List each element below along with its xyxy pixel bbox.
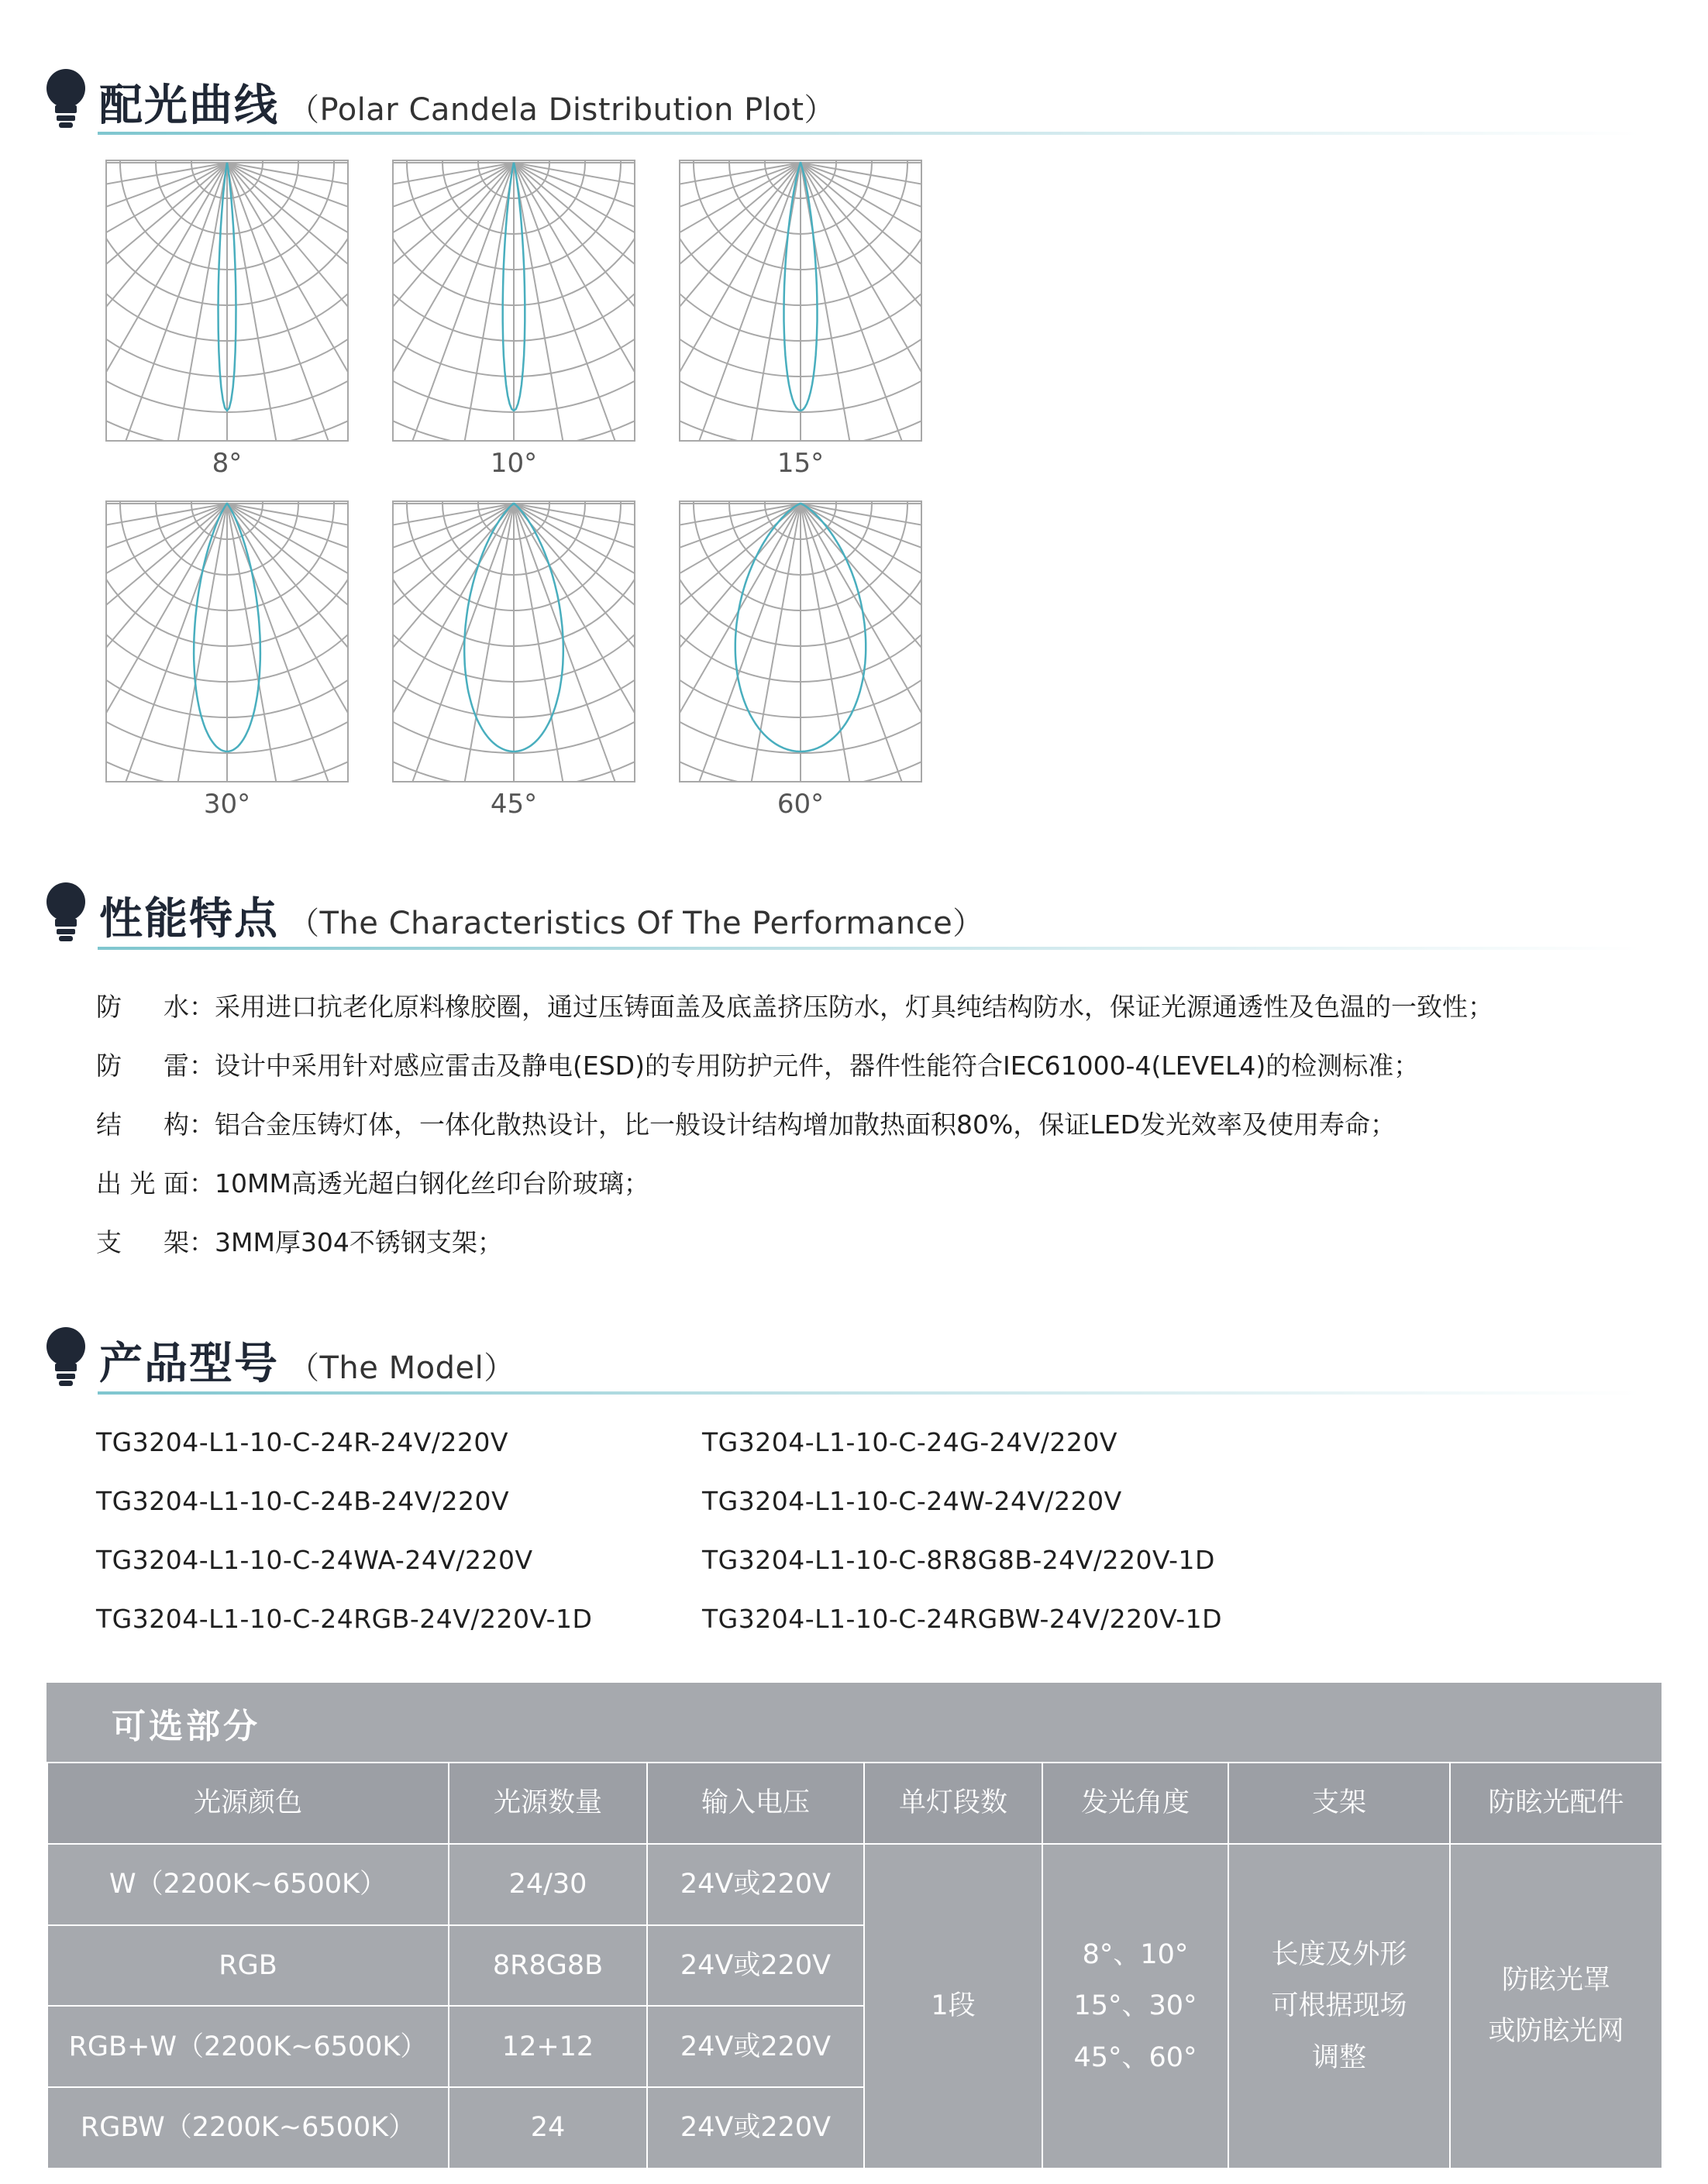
lightbulb-icon	[45, 882, 87, 942]
grid-spoke	[679, 163, 801, 442]
grid-spoke	[105, 163, 227, 442]
grid-lines	[105, 500, 349, 782]
grid-spoke	[801, 504, 922, 782]
model-item: TG3204-L1-10-C-24R-24V/220V	[96, 1427, 508, 1457]
grid-spoke	[801, 163, 922, 442]
options-table	[46, 1762, 1663, 2169]
feature-key: 结构	[96, 1109, 189, 1140]
polar-plot-30	[105, 500, 349, 820]
feature-sep: ：	[189, 1051, 215, 1081]
grid-spoke	[105, 163, 227, 322]
feature-text: 10MM高透光超白钢化丝印台阶玻璃；	[215, 1168, 649, 1199]
section-divider	[98, 947, 1640, 950]
polar-grid	[105, 160, 349, 442]
header-cell: 支架	[1228, 1763, 1450, 1844]
header-cell: 光源数量	[449, 1763, 647, 1844]
grid-spoke	[679, 163, 801, 322]
polar-grid	[105, 500, 349, 782]
cell-color: RGB	[47, 1925, 449, 2007]
model-item: TG3204-L1-10-C-24W-24V/220V	[702, 1486, 1122, 1516]
grid-spoke	[392, 163, 514, 442]
grid-spoke	[227, 163, 349, 322]
grid-spoke	[227, 163, 349, 442]
grid-spoke	[514, 163, 635, 442]
grid-spoke	[801, 163, 922, 442]
grid-spoke	[146, 504, 227, 782]
feature-key: 出光面	[96, 1168, 189, 1199]
grid-spoke	[392, 504, 514, 782]
polar-plot-45	[392, 500, 635, 820]
cell-antiglare	[1450, 1844, 1662, 2169]
grid-spoke	[514, 504, 635, 782]
polar-plot-60	[679, 500, 922, 820]
grid-spoke	[227, 163, 349, 442]
grid-spoke	[227, 504, 349, 736]
feature-structure	[96, 1105, 1396, 1141]
grid-spoke	[514, 163, 635, 395]
grid-spoke	[679, 504, 801, 782]
grid-spoke	[433, 504, 514, 782]
grid-spoke	[679, 504, 801, 782]
header-cell: 单灯段数	[864, 1763, 1042, 1844]
cell-count: 12+12	[449, 2006, 647, 2087]
grid-spoke	[801, 504, 881, 782]
grid-spoke	[392, 163, 514, 442]
antiglare-line: 防眩光罩	[1501, 1964, 1610, 1996]
polar-grid	[392, 500, 635, 782]
grid-spoke	[392, 504, 514, 782]
grid-spoke	[146, 163, 227, 442]
model-item: TG3204-L1-10-C-24G-24V/220V	[702, 1427, 1117, 1457]
cell-voltage: 24V或220V	[647, 1925, 864, 2007]
table-header-row	[47, 1763, 1662, 1844]
cell-angles	[1042, 1844, 1228, 2169]
grid-spoke	[105, 504, 227, 736]
polar-grid	[679, 500, 922, 782]
grid-spoke	[392, 163, 514, 322]
angle-line: 8°、10°	[1082, 1938, 1189, 1970]
grid-spoke	[801, 163, 922, 442]
plot-label: 10°	[490, 448, 538, 479]
angle-line: 15°、30°	[1073, 1990, 1197, 2022]
section-subtitle: （Polar Candela Distribution Plot）	[288, 92, 836, 128]
feature-lens	[96, 1164, 649, 1200]
grid-spoke	[801, 504, 922, 736]
grid-spoke	[514, 163, 635, 442]
plot-label: 8°	[212, 448, 243, 479]
grid-spoke	[679, 504, 801, 782]
header-cell: 防眩光配件	[1450, 1763, 1662, 1844]
grid-spoke	[514, 504, 635, 782]
polar-plot-8	[105, 160, 349, 479]
grid-lines	[679, 500, 922, 782]
cell-color: RGBW（2200K~6500K）	[47, 2087, 449, 2169]
feature-sep: ：	[189, 992, 215, 1022]
feature-key: 防雷	[96, 1051, 189, 1081]
grid-spoke	[801, 163, 922, 322]
cell-color: RGB+W（2200K~6500K）	[47, 2006, 449, 2087]
grid-spoke	[801, 504, 922, 782]
model-item: TG3204-L1-10-C-24RGB-24V/220V-1D	[96, 1604, 593, 1634]
feature-key: 支架	[96, 1227, 189, 1257]
grid-spoke	[514, 504, 594, 782]
grid-spoke	[105, 504, 227, 662]
section-title: 产品型号 （The Model）	[99, 1339, 515, 1389]
grid-spoke	[801, 504, 922, 782]
grid-spoke	[801, 504, 922, 782]
grid-lines	[679, 160, 922, 442]
antiglare-line: 或防眩光网	[1488, 2016, 1624, 2048]
grid-spoke	[514, 163, 635, 442]
cell-bracket	[1228, 1844, 1450, 2169]
grid-spoke	[514, 504, 635, 782]
cell-voltage: 24V或220V	[647, 1844, 864, 1925]
section-title: 性能特点 （The Characteristics Of The Performance）	[99, 894, 984, 944]
model-item: TG3204-L1-10-C-8R8G8B-24V/220V-1D	[702, 1545, 1215, 1575]
feature-text: 采用进口抗老化原料橡胶圈，通过压铸面盖及底盖挤压防水，灯具纯结构防水，保证光源通透性及色温的一致性；	[215, 992, 1493, 1022]
grid-spoke	[679, 163, 801, 442]
grid-spoke	[227, 163, 308, 442]
polar-plot-10	[392, 160, 635, 479]
grid-spoke	[392, 504, 514, 782]
model-item: TG3204-L1-10-C-24RGBW-24V/220V-1D	[702, 1604, 1223, 1634]
feature-text: 设计中采用针对感应雷击及静电(ESD)的专用防护元件，器件性能符合IEC61000-4(LEVEL4)的检测标准；	[215, 1051, 1420, 1081]
plot-label: 30°	[203, 789, 251, 820]
grid-spoke	[392, 163, 514, 442]
cell-count: 8R8G8B	[449, 1925, 647, 2007]
model-item: TG3204-L1-10-C-24B-24V/220V	[96, 1486, 510, 1516]
model-item: TG3204-L1-10-C-24WA-24V/220V	[96, 1545, 533, 1575]
grid-spoke	[392, 504, 514, 736]
feature-waterproof	[96, 987, 1493, 1023]
grid-spoke	[392, 163, 514, 395]
header-cell: 光源颜色	[47, 1763, 449, 1844]
plot-label: 60°	[777, 789, 825, 820]
polar-grid	[392, 160, 635, 442]
grid-spoke	[801, 163, 922, 395]
grid-spoke	[392, 504, 514, 782]
header-cell: 输入电压	[647, 1763, 864, 1844]
feature-sep: ：	[189, 1109, 215, 1140]
cell-count: 24	[449, 2087, 647, 2169]
section-subtitle: （The Characteristics Of The Performance）	[288, 906, 984, 941]
section-title: 配光曲线 （Polar Candela Distribution Plot）	[99, 81, 836, 131]
grid-spoke	[720, 163, 801, 442]
bracket-line: 长度及外形	[1271, 1938, 1407, 1970]
feature-text: 3MM厚304不锈钢支架；	[215, 1227, 503, 1257]
cell-count: 24/30	[449, 1844, 647, 1925]
grid-spoke	[227, 163, 349, 395]
grid-spoke	[679, 504, 801, 782]
grid-spoke	[514, 163, 635, 442]
plot-label: 15°	[777, 448, 825, 479]
grid-spoke	[679, 163, 801, 442]
grid-spoke	[105, 163, 227, 395]
polar-plot-15	[679, 160, 922, 479]
feature-bracket	[96, 1223, 503, 1259]
grid-spoke	[679, 504, 801, 736]
feature-sep: ：	[189, 1227, 215, 1257]
grid-spoke	[801, 163, 881, 442]
grid-spoke	[514, 163, 635, 322]
lightbulb-icon	[45, 68, 87, 129]
feature-sep: ：	[189, 1168, 215, 1199]
section-divider	[98, 132, 1640, 135]
grid-lines	[105, 160, 349, 442]
cell-color: W（2200K~6500K）	[47, 1844, 449, 1925]
polar-grid	[679, 160, 922, 442]
grid-spoke	[227, 504, 349, 662]
cell-voltage: 24V或220V	[647, 2006, 864, 2087]
feature-key: 防水	[96, 992, 189, 1022]
grid-spoke	[720, 504, 801, 782]
cell-segments: 1段	[864, 1844, 1042, 2169]
angle-line: 45°、60°	[1073, 2041, 1197, 2073]
grid-spoke	[227, 163, 349, 442]
plot-label: 45°	[490, 789, 538, 820]
section-divider	[98, 1391, 1640, 1395]
bracket-line: 可根据现场	[1271, 1990, 1407, 2022]
grid-spoke	[514, 504, 635, 782]
feature-lightning	[96, 1046, 1419, 1082]
bracket-line: 调整	[1311, 2041, 1366, 2073]
grid-lines	[392, 160, 635, 442]
grid-spoke	[392, 163, 514, 442]
grid-spoke	[801, 163, 922, 442]
grid-spoke	[433, 163, 514, 442]
options-title: 可选部分	[112, 1707, 260, 1746]
grid-spoke	[514, 504, 635, 736]
grid-spoke	[227, 504, 308, 782]
feature-text: 铝合金压铸灯体，一体化散热设计，比一般设计结构增加散热面积80%，保证LED发光效率及使用寿命；	[215, 1109, 1396, 1140]
grid-spoke	[679, 163, 801, 442]
table-row	[47, 1844, 1662, 1925]
options-panel	[46, 1683, 1662, 2169]
grid-spoke	[105, 163, 227, 442]
grid-spoke	[679, 504, 801, 662]
grid-spoke	[801, 504, 922, 662]
grid-spoke	[105, 163, 227, 442]
section-subtitle: （The Model）	[288, 1350, 515, 1386]
header-cell: 发光角度	[1042, 1763, 1228, 1844]
grid-spoke	[514, 163, 594, 442]
grid-spoke	[227, 163, 349, 442]
grid-spoke	[679, 163, 801, 395]
grid-lines	[392, 500, 635, 782]
grid-spoke	[105, 163, 227, 442]
cell-voltage: 24V或220V	[647, 2087, 864, 2169]
lightbulb-icon	[45, 1326, 87, 1387]
